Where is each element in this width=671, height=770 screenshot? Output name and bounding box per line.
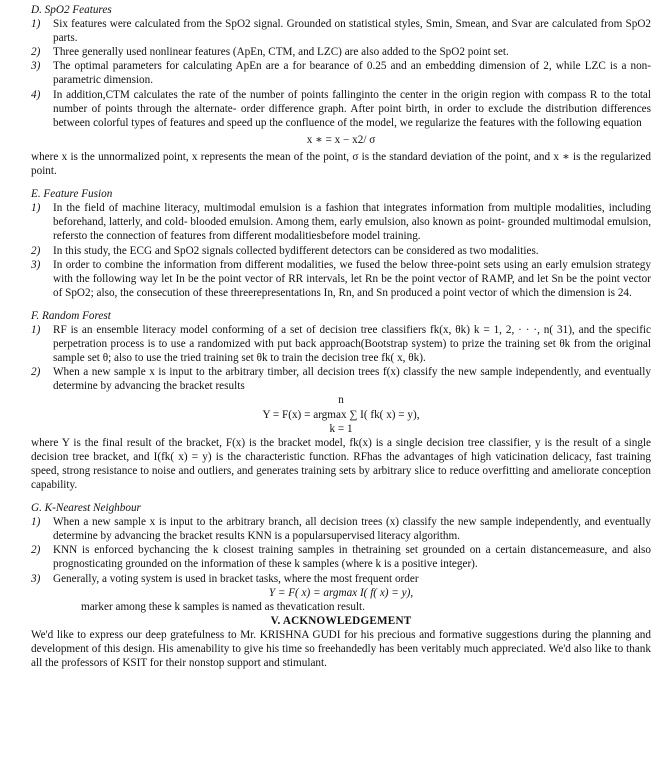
section-f-equation-upper-limit: n	[338, 394, 344, 407]
section-e-item-3: 3) In order to combine the information from different modalities, we fused the below three-point sets using an early emulsion strategy with the following way let In be the point vector of RR intervals, let Rn be the point vector of RAMP, and let Sn be the point vector of SpO2; also, the consecution of these threerepresentations In, Rn, and Sn produced a point vector of which the dimension is 24.	[31, 258, 651, 299]
section-f-equation: Y = F(x) = argmax ∑ I( fk( x) = y),	[262, 408, 420, 421]
section-f-equation-lower-limit: k = 1	[329, 422, 353, 435]
section-g-item-3: 3) Generally, a voting system is used in bracket tasks, where the most frequent order	[31, 572, 419, 585]
section-e-item-1: 1) In the field of machine literacy, multimodal emulsion is a fashion that integrates information from multiple modalities, including beforehand, latterly, and cold- blooded emulsion. Among them, early emulsion, also known as point- grounded multimodal emulsion, refersto the connection of features from different modalitiesbefore model training.	[31, 202, 651, 243]
section-e-item-2: 2) In this study, the ECG and SpO2 signals collected bydifferent detectors can be considered as two modalities.	[31, 244, 539, 257]
section-d-item-3: 3) The optimal parameters for calculating ApEn are a for bearance of 0.25 and an embedding dimension of 2, while LZC is a non-parametric dimension.	[31, 60, 651, 87]
section-f-heading: F. Random Forest	[31, 309, 111, 322]
section-d-after-text: where x is the unnormalized point, x represents the mean of the point, σ is the standard deviation of the point, and x ∗ is the regularized point.	[31, 150, 651, 178]
section-g-equation: Y = F( x) = argmax I( f( x) = y),	[268, 586, 414, 599]
section-f-after-text: where Y is the final result of the bracket, F(x) is the bracket model, fk(x) is a single decision tree classifier, y is the result of a single decision tree bracket, and I(fk( x) = y) is the characteristic function. RFhas the advantages of high vaticination delicacy, fast training speed, strong resistance to noise and outliers, and generates training sets by arbitrary slice to reduce overfitting and ameliorate conception capability.	[31, 436, 651, 491]
section-d-item-1: 1) Six features were calculated from the SpO2 signal. Grounded on statistical styles, Smin, Smean, and Svar are calculated from SpO2 parts.	[31, 18, 651, 45]
section-g-item-1: 1) When a new sample x is input to the arbitrary branch, all decision trees (x) classify the new sample independently, and eventually determine by advancing the bracket results KNN is a popularsupervised literacy algorithm.	[31, 516, 651, 543]
section-d-heading: D. SpO2 Features	[31, 4, 112, 16]
section-d-equation: x ∗ = x − x2/ σ	[306, 133, 376, 146]
section-e-heading: E. Feature Fusion	[31, 188, 113, 201]
section-g-item-2: 2) KNN is enforced bychancing the k closest training samples in thetraining set grounded on a certain distancemeasure, and also prognosticating grounded on the information of these k samples (where k is a positive integer).	[31, 544, 651, 571]
paper-page	[31, 3, 651, 670]
acknowledgement-heading: V. ACKNOWLEDGEMENT	[270, 614, 412, 627]
acknowledgement-text: We'd like to express our deep gratefulness to Mr. KRISHNA GUDI for his precious and formative suggestions during the planning and development of this design. His amenability to give his time so freehandedly has been veritably much appreciated. We'd also like to thank all the professors of KSIT for their nonstop support and stimulant.	[31, 628, 651, 670]
section-g-heading: G. K-Nearest Neighbour	[31, 502, 141, 515]
section-f-item-1: 1) RF is an ensemble literacy model conforming of a set of decision tree classifiers fk(x, θk) k = 1, 2, · · ·, n( 31), and the specific perpetration process is to use a randomized with put back approach(Bootstrap system) to prize the training set θk from the original sample set θ; also to use the tried training set θk to train the decision tree fk( x, θk).	[31, 323, 651, 365]
section-d-item-2: 2) Three generally used nonlinear features (ApEn, CTM, and LZC) are also added to the SpO2 point set.	[31, 46, 509, 59]
section-f-item-2: 2) When a new sample x is input to the arbitrary timber, all decision trees f(x) classify the new sample independently, and eventually determine by advancing the bracket results	[31, 366, 651, 393]
section-g-after-text: marker among these k samples is named as thevatication result.	[81, 600, 365, 613]
section-d-item-4: 4) In addition,CTM calculates the rate of the number of points fallinginto the center in the origin region with compass R to the total number of points through the alternate- order difference graph. After point birth, in order to exclude the distribution differences between colorful types of features and speed up the confluence of the model, we regularize the features with the following equation	[31, 88, 651, 129]
